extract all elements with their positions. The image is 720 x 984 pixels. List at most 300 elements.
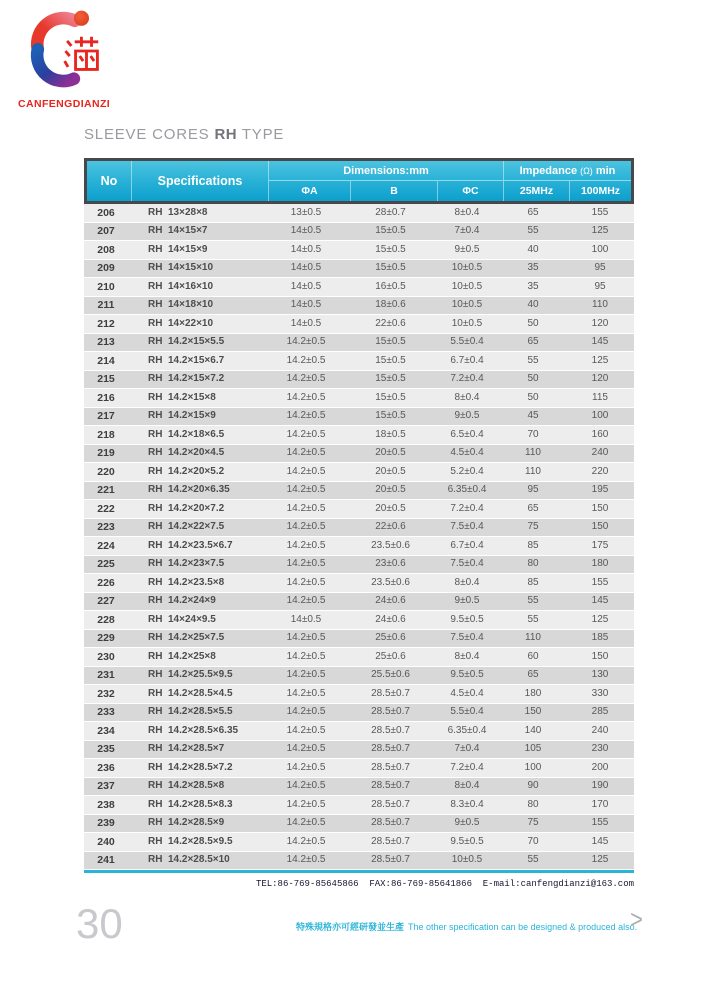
row-dim-c: 10±0.5	[451, 280, 483, 292]
row-dim-a: 14.2±0.5	[286, 336, 326, 348]
row-dim-b: 28.5±0.7	[371, 780, 410, 792]
row-no: 228	[97, 613, 115, 626]
row-no: 235	[97, 743, 115, 755]
row-dim-a: 14.2±0.5	[286, 484, 326, 496]
contact-info: TEL:86-769-85645866 FAX:86-769-85641866 E-mail:canfengdianzi@163.com	[255, 879, 634, 889]
row-dim-b: 15±0.5	[375, 373, 406, 385]
table-row	[84, 352, 634, 371]
row-dim-b: 28.5±0.7	[371, 835, 410, 847]
row-no: 215	[97, 373, 115, 385]
row-no: 210	[97, 280, 115, 293]
row-no: 240	[97, 835, 115, 848]
row-spec: RH 14.2×15×8	[148, 391, 216, 403]
row-imp-25mhz: 100	[524, 761, 542, 773]
row-imp-100mhz: 130	[591, 669, 609, 681]
row-dim-b: 18±0.6	[375, 299, 406, 311]
row-imp-100mhz: 100	[591, 410, 609, 422]
row-imp-25mhz: 85	[527, 576, 539, 588]
row-no: 219	[97, 447, 115, 459]
row-spec: RH 14.2×28.5×4.5	[148, 687, 233, 699]
row-spec: RH 14.2×28.5×6.35	[148, 724, 239, 736]
row-imp-100mhz: 175	[591, 539, 609, 551]
row-spec: RH 14×24×9.5	[148, 613, 216, 625]
row-no: 206	[97, 206, 115, 219]
row-imp-25mhz: 50	[527, 373, 539, 385]
logo-character	[65, 37, 99, 70]
row-no: 227	[97, 595, 115, 607]
row-imp-25mhz: 50	[527, 391, 539, 403]
row-spec: RH 14.2×23.5×8	[148, 576, 225, 588]
row-spec: RH 14.2×23×7.5	[148, 558, 225, 570]
row-imp-100mhz: 150	[591, 521, 609, 533]
row-imp-25mhz: 45	[527, 410, 539, 422]
row-imp-100mhz: 155	[591, 206, 609, 218]
logo-dot	[74, 11, 89, 26]
title-suffix: TYPE	[241, 126, 285, 143]
row-imp-25mhz: 75	[527, 817, 539, 829]
row-imp-100mhz: 145	[591, 595, 609, 607]
table-row	[84, 685, 634, 704]
row-dim-a: 14.2±0.5	[286, 391, 326, 403]
row-dim-c: 4.5±0.4	[450, 447, 484, 459]
row-dim-c: 5.5±0.4	[450, 336, 484, 348]
col-header-dimensions: Dimensions:mm	[268, 161, 503, 181]
row-dim-a: 14±0.5	[290, 280, 322, 292]
row-dim-a: 14.2±0.5	[286, 521, 326, 533]
col-header-impedance	[503, 161, 631, 181]
row-imp-100mhz: 285	[591, 706, 609, 718]
title-series: RH	[214, 126, 238, 143]
row-dim-c: 8±0.4	[454, 780, 480, 792]
row-imp-25mhz: 110	[525, 447, 541, 459]
row-dim-c: 8±0.4	[454, 576, 480, 588]
table-row	[84, 815, 634, 834]
row-imp-25mhz: 95	[527, 484, 539, 496]
spec-table	[84, 158, 634, 873]
row-spec: RH 14.2×20×5.2	[148, 465, 225, 477]
row-no: 217	[97, 410, 115, 422]
row-dim-a: 14.2±0.5	[286, 502, 326, 514]
row-dim-c: 9.5±0.5	[450, 835, 484, 847]
row-dim-a: 14.2±0.5	[286, 632, 326, 644]
company-logo	[18, 6, 138, 110]
row-dim-a: 14±0.5	[290, 317, 322, 329]
row-no: 230	[97, 650, 115, 663]
row-spec: RH 14×15×10	[148, 262, 214, 274]
row-dim-b: 28.5±0.7	[371, 817, 410, 829]
row-spec: RH 14.2×28.5×10	[148, 854, 230, 866]
row-dim-b: 24±0.6	[375, 613, 406, 625]
row-imp-25mhz: 55	[527, 613, 539, 625]
row-dim-c: 7.2±0.4	[450, 502, 484, 514]
table-row	[84, 408, 634, 427]
row-no: 233	[97, 706, 115, 718]
row-imp-25mhz: 80	[527, 558, 539, 570]
row-imp-25mhz: 35	[527, 262, 539, 274]
row-spec: RH 14.2×22×7.5	[148, 521, 225, 533]
row-dim-b: 28±0.7	[375, 206, 406, 218]
row-imp-100mhz: 160	[591, 428, 609, 440]
row-spec: RH 14.2×24×9	[148, 595, 216, 607]
row-imp-100mhz: 95	[594, 280, 606, 292]
row-dim-b: 16±0.5	[375, 280, 406, 292]
row-imp-100mhz: 150	[591, 502, 609, 514]
row-spec: RH 14.2×28.5×7.2	[148, 761, 233, 773]
table-row	[84, 463, 634, 482]
row-dim-c: 6.35±0.4	[447, 724, 487, 736]
row-dim-b: 20±0.5	[375, 502, 406, 514]
table-row	[84, 519, 634, 538]
row-imp-25mhz: 70	[527, 835, 539, 847]
row-imp-100mhz: 145	[591, 336, 609, 348]
row-dim-c: 10±0.5	[451, 262, 483, 274]
row-dim-b: 24±0.6	[375, 595, 406, 607]
row-spec: RH 14.2×28.5×8	[148, 780, 225, 792]
table-row	[84, 278, 634, 297]
row-dim-a: 14±0.5	[290, 299, 322, 311]
row-imp-100mhz: 195	[591, 484, 609, 496]
table-row	[84, 445, 634, 464]
row-imp-25mhz: 35	[527, 280, 539, 292]
row-dim-c: 6.7±0.4	[450, 539, 484, 551]
table-row	[84, 204, 634, 223]
page-number: 30	[76, 900, 123, 947]
row-dim-b: 22±0.6	[375, 317, 406, 329]
table-row	[84, 297, 634, 316]
row-imp-25mhz: 40	[527, 243, 539, 255]
row-imp-25mhz: 65	[527, 669, 539, 681]
row-dim-b: 25±0.6	[375, 650, 406, 662]
row-imp-100mhz: 125	[591, 613, 609, 625]
row-imp-25mhz: 55	[527, 354, 539, 366]
row-imp-25mhz: 60	[527, 650, 539, 662]
row-spec: RH 14.2×20×7.2	[148, 502, 225, 514]
row-imp-100mhz: 240	[591, 447, 609, 459]
col-header-b: B	[350, 181, 437, 201]
row-dim-a: 14.2±0.5	[286, 539, 326, 551]
row-spec: RH 14.2×15×9	[148, 410, 216, 422]
row-dim-c: 7±0.4	[454, 225, 480, 237]
row-dim-a: 14.2±0.5	[286, 706, 326, 718]
row-dim-b: 25.5±0.6	[371, 669, 410, 681]
row-dim-a: 14.2±0.5	[286, 854, 326, 866]
table-body	[84, 204, 634, 873]
row-imp-25mhz: 150	[524, 706, 542, 718]
row-imp-25mhz: 40	[527, 299, 539, 311]
table-row	[84, 722, 634, 741]
row-dim-a: 14.2±0.5	[286, 724, 326, 736]
row-dim-a: 14.2±0.5	[286, 650, 326, 662]
row-no: 239	[97, 817, 115, 829]
table-row	[84, 371, 634, 390]
row-dim-a: 14.2±0.5	[286, 428, 326, 440]
row-imp-100mhz: 240	[591, 724, 609, 736]
footer-note	[296, 920, 637, 933]
row-no: 220	[97, 465, 115, 478]
row-imp-100mhz: 110	[592, 299, 608, 311]
row-spec: RH 14.2×25×7.5	[148, 632, 225, 644]
row-spec: RH 14.2×25.5×9.5	[148, 669, 233, 681]
row-dim-b: 28.5±0.7	[371, 798, 410, 810]
row-no: 213	[97, 336, 115, 348]
row-dim-c: 9.5±0.5	[450, 669, 484, 681]
row-spec: RH 14.2×28.5×5.5	[148, 706, 233, 718]
table-row	[84, 241, 634, 260]
row-imp-25mhz: 180	[524, 687, 542, 699]
row-no: 236	[97, 761, 115, 774]
row-imp-100mhz: 120	[591, 373, 609, 385]
row-dim-c: 9±0.5	[454, 817, 480, 829]
row-imp-100mhz: 190	[591, 780, 609, 792]
row-imp-25mhz: 65	[527, 206, 539, 218]
row-dim-a: 14.2±0.5	[286, 558, 326, 570]
row-no: 222	[97, 502, 115, 515]
row-dim-b: 22±0.6	[375, 521, 406, 533]
row-no: 221	[97, 484, 115, 496]
table-row	[84, 556, 634, 575]
row-dim-a: 14.2±0.5	[286, 447, 326, 459]
row-dim-b: 23.5±0.6	[371, 539, 410, 551]
impedance-unit: (Ω)	[580, 165, 593, 176]
row-dim-b: 23±0.6	[375, 558, 406, 570]
row-imp-100mhz: 95	[594, 262, 606, 274]
table-row	[84, 852, 634, 871]
table-header	[84, 158, 634, 204]
row-dim-c: 7.2±0.4	[450, 373, 484, 385]
row-no: 208	[97, 243, 115, 256]
row-imp-100mhz: 115	[592, 391, 608, 403]
row-spec: RH 14×16×10	[148, 280, 214, 292]
row-dim-b: 28.5±0.7	[371, 724, 410, 736]
row-dim-c: 9.5±0.5	[450, 613, 484, 625]
row-spec: RH 14.2×20×4.5	[148, 447, 225, 459]
row-dim-b: 28.5±0.7	[371, 854, 410, 866]
row-imp-100mhz: 145	[591, 835, 609, 847]
row-dim-a: 14±0.5	[290, 613, 322, 625]
row-dim-a: 14.2±0.5	[286, 669, 326, 681]
table-row	[84, 611, 634, 630]
row-imp-25mhz: 50	[527, 317, 539, 329]
row-spec: RH 13×28×8	[148, 206, 208, 218]
row-dim-a: 14.2±0.5	[286, 761, 326, 773]
row-dim-a: 14.2±0.5	[286, 687, 326, 699]
row-imp-100mhz: 200	[591, 761, 609, 773]
row-imp-100mhz: 170	[591, 798, 609, 810]
row-spec: RH 14.2×15×5.5	[148, 336, 225, 348]
logo-mark	[26, 6, 110, 96]
row-dim-a: 14.2±0.5	[286, 835, 326, 847]
row-dim-a: 14.2±0.5	[286, 354, 326, 366]
row-imp-25mhz: 55	[527, 854, 539, 866]
row-no: 241	[97, 854, 115, 866]
col-header-100mhz: 100MHz	[569, 181, 631, 201]
row-no: 214	[97, 354, 115, 367]
row-no: 231	[97, 669, 115, 681]
row-spec: RH 14×22×10	[148, 317, 214, 329]
row-spec: RH 14.2×18×6.5	[148, 428, 225, 440]
row-dim-c: 7±0.4	[454, 743, 480, 755]
row-dim-b: 15±0.5	[375, 225, 406, 237]
table-row	[84, 704, 634, 723]
row-imp-100mhz: 230	[591, 743, 609, 755]
row-dim-c: 8.3±0.4	[450, 798, 484, 810]
row-dim-b: 15±0.5	[375, 243, 406, 255]
row-no: 229	[97, 632, 115, 644]
table-row	[84, 741, 634, 760]
footer-note-chinese: 特殊規格亦可經研發並生產	[296, 922, 405, 932]
row-spec: RH 14×18×10	[148, 299, 214, 311]
company-name: CANFENGDIANZI	[18, 98, 111, 110]
row-dim-c: 7.5±0.4	[450, 632, 484, 644]
row-no: 223	[97, 521, 115, 533]
row-imp-25mhz: 90	[527, 780, 539, 792]
row-dim-b: 15±0.5	[375, 410, 406, 422]
title-prefix: SLEEVE CORES	[84, 126, 210, 143]
row-dim-a: 14.2±0.5	[286, 576, 326, 588]
row-imp-100mhz: 180	[591, 558, 609, 570]
row-dim-a: 14.2±0.5	[286, 465, 326, 477]
row-dim-c: 7.5±0.4	[450, 558, 484, 570]
row-dim-b: 15±0.5	[375, 391, 406, 403]
row-imp-100mhz: 125	[591, 854, 609, 866]
row-dim-b: 15±0.5	[375, 354, 406, 366]
row-dim-b: 28.5±0.7	[371, 706, 410, 718]
row-imp-100mhz: 125	[591, 354, 609, 366]
row-imp-25mhz: 55	[527, 595, 539, 607]
row-spec: RH 14.2×25×8	[148, 650, 216, 662]
impedance-label: Impedance	[519, 164, 578, 177]
table-row	[84, 315, 634, 334]
row-dim-b: 18±0.5	[375, 428, 406, 440]
row-imp-25mhz: 110	[525, 465, 541, 477]
row-dim-c: 6.7±0.4	[450, 354, 484, 366]
row-dim-c: 9±0.5	[454, 243, 480, 255]
row-dim-b: 25±0.6	[375, 632, 406, 644]
row-dim-a: 14±0.5	[290, 225, 322, 237]
row-imp-25mhz: 140	[524, 724, 542, 736]
row-dim-c: 5.5±0.4	[450, 706, 484, 718]
row-dim-b: 28.5±0.7	[371, 761, 410, 773]
row-dim-c: 4.5±0.4	[450, 687, 484, 699]
row-no: 225	[97, 558, 115, 570]
row-dim-a: 14.2±0.5	[286, 595, 326, 607]
col-header-phi-c: ΦC	[437, 181, 503, 201]
row-no: 211	[97, 299, 115, 311]
row-imp-25mhz: 55	[527, 225, 539, 237]
row-dim-c: 10±0.5	[451, 854, 483, 866]
row-dim-a: 14.2±0.5	[286, 373, 326, 385]
row-dim-c: 9±0.5	[454, 595, 480, 607]
row-imp-100mhz: 155	[591, 817, 609, 829]
row-spec: RH 14.2×28.5×9.5	[148, 835, 233, 847]
table-row	[84, 630, 634, 649]
row-dim-c: 8±0.4	[454, 206, 480, 218]
footer-note-english: The other specification can be designed & produced also.	[408, 922, 638, 932]
col-header-phi-a: ΦA	[268, 181, 350, 201]
row-no: 216	[97, 391, 115, 404]
row-dim-c: 5.2±0.4	[450, 465, 484, 477]
row-no: 237	[97, 780, 115, 792]
row-dim-a: 14.2±0.5	[286, 410, 326, 422]
row-imp-100mhz: 185	[591, 632, 609, 644]
row-dim-b: 15±0.5	[375, 336, 406, 348]
row-dim-c: 9±0.5	[454, 410, 480, 422]
row-dim-a: 14.2±0.5	[286, 817, 326, 829]
row-dim-b: 28.5±0.7	[371, 687, 410, 699]
row-imp-100mhz: 330	[591, 687, 609, 699]
row-dim-c: 6.35±0.4	[447, 484, 487, 496]
row-dim-a: 14.2±0.5	[286, 780, 326, 792]
row-imp-100mhz: 150	[591, 650, 609, 662]
row-imp-100mhz: 100	[591, 243, 609, 255]
row-spec: RH 14×15×7	[148, 225, 208, 237]
row-imp-25mhz: 85	[527, 539, 539, 551]
row-dim-c: 8±0.4	[454, 391, 480, 403]
row-imp-25mhz: 65	[527, 502, 539, 514]
row-no: 232	[97, 687, 115, 700]
row-imp-25mhz: 110	[525, 632, 541, 644]
table-row	[84, 574, 634, 593]
row-spec: RH 14.2×28.5×7	[148, 743, 225, 755]
table-row	[84, 537, 634, 556]
row-no: 224	[97, 539, 115, 552]
row-imp-100mhz: 155	[591, 576, 609, 588]
row-no: 209	[97, 262, 115, 274]
row-dim-a: 14±0.5	[290, 243, 322, 255]
row-dim-b: 15±0.5	[375, 262, 406, 274]
row-dim-b: 23.5±0.6	[371, 576, 410, 588]
table-row	[84, 833, 634, 852]
row-no: 207	[97, 225, 115, 237]
table-row	[84, 223, 634, 242]
table-row	[84, 260, 634, 279]
row-dim-c: 7.2±0.4	[450, 761, 484, 773]
table-row	[84, 796, 634, 815]
table-row	[84, 667, 634, 686]
table-row	[84, 426, 634, 445]
row-imp-25mhz: 105	[524, 743, 542, 755]
table-row	[84, 593, 634, 612]
row-dim-c: 6.5±0.4	[450, 428, 484, 440]
row-dim-c: 10±0.5	[451, 317, 483, 329]
row-spec: RH 14×15×9	[148, 243, 208, 255]
row-dim-b: 20±0.5	[375, 465, 406, 477]
row-dim-a: 14.2±0.5	[286, 743, 326, 755]
table-row	[84, 500, 634, 519]
row-imp-25mhz: 80	[527, 798, 539, 810]
col-header-25mhz: 25MHz	[503, 181, 569, 201]
table-row	[84, 778, 634, 797]
table-row	[84, 482, 634, 501]
table-row	[84, 759, 634, 778]
row-dim-a: 13±0.5	[290, 206, 322, 218]
row-dim-b: 28.5±0.7	[371, 743, 410, 755]
row-no: 212	[97, 317, 115, 330]
chevron-right-icon: >	[630, 906, 643, 935]
row-no: 234	[97, 724, 115, 737]
col-header-specifications: Specifications	[131, 161, 268, 201]
row-spec: RH 14.2×23.5×6.7	[148, 539, 233, 551]
row-dim-a: 14±0.5	[290, 262, 322, 274]
row-imp-100mhz: 220	[591, 465, 609, 477]
row-spec: RH 14.2×28.5×8.3	[148, 798, 233, 810]
row-dim-c: 8±0.4	[454, 650, 480, 662]
row-dim-a: 14.2±0.5	[286, 798, 326, 810]
row-imp-25mhz: 75	[527, 521, 539, 533]
row-no: 238	[97, 798, 115, 811]
row-dim-c: 10±0.5	[451, 299, 483, 311]
col-header-no: No	[100, 174, 118, 188]
